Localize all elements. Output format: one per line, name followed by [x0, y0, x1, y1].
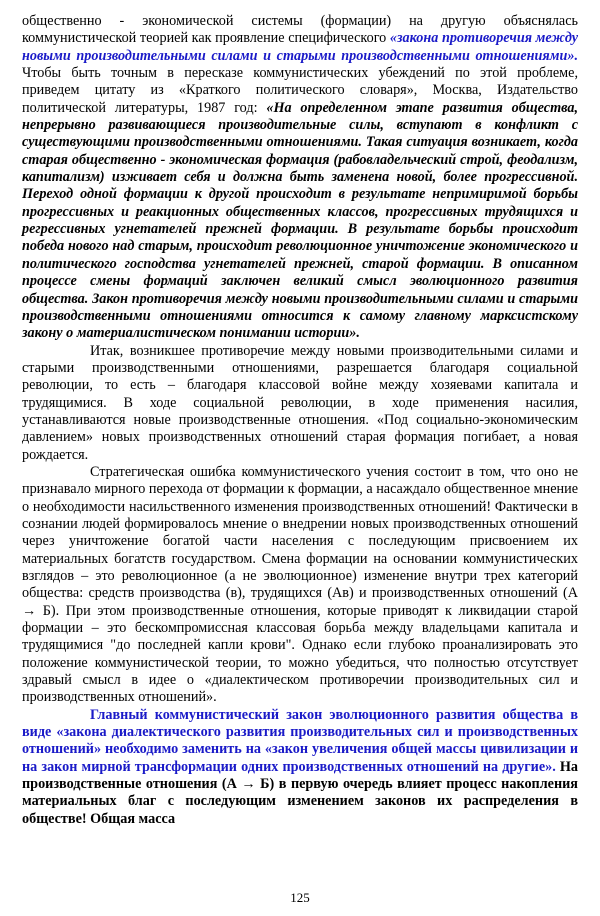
dictionary-citation: «На определенном этапе развития общества, непрерывно развивающиеся производительные силы, вступают в конфликт с существующими производственными отношениями. Такая ситуация возникает, когда старая общественно - экономическая формация (рабовладельческий строй, феодализм, капитализм) изживает себя и должна быть заменена новой, более прогрессивной. Переход одной формации к другой происходит в результате непримиримой борьбы прогрессивных и реакционных общественных классов, прогрессивных трудящихся и регрессивных угнетателей прежней формации. В результате борьбы происходит победа нового над старым, происходит революционное уничтожение экономического и политического господства угнетателей прежней, старой формации. В описанном процессе смены формаций заключен великий смысл эволюционного развития общества. Закон противоречия между новыми производительными силами и старыми производственными отношениями относится к самому главному марксистскому закону о материалистическом понимании истории». — [22, 99, 578, 342]
main-law-statement: Главный коммунистический закон эволюционного развития общества в виде «закона диалектического развития производительных сил и производственных отношений» необходимо заменить на «закон увеличения общей массы цивилизации и на закон мирной трансформации одних производственных отношений на другие». — [22, 706, 578, 775]
paragraph-1-text-cont: Чтобы быть точным в пересказе коммунистических убеждений по этой проблеме, приведем цитату из «Краткого политического словаря», Москва, Издательство политической литературы, 1987 год: — [22, 65, 578, 116]
paragraph-1 — [22, 13, 578, 343]
paragraph-1-text: общественно - экономической системы (формации) на другую объяснялась коммунистической теорией как проявление специфического — [22, 13, 578, 47]
page-number: 125 — [290, 890, 310, 905]
paragraph-2 — [22, 343, 578, 464]
paragraph-2-text: Итак, возникшее противоречие между новыми производительными силами и старыми производственными отношениями, разрешается благодаря социальной революции, то есть – благодаря классовой войне между хозяевами капитала и трудящимися. В ходе социальной революции, в ходе применения насилия, устанавливаются новые производственные отношения. «Под социально-экономическим давлением» новых производственных отношений старая формация погибает, а новая рождается. — [22, 342, 578, 463]
paragraph-4 — [22, 707, 578, 828]
paragraph-3 — [22, 464, 578, 707]
paragraph-4-text: На производственные отношения (А → Б) в первую очередь влияет процесс накопления материальных благ с последующим изменением законов их распределения в обществе! Общая масса — [22, 758, 578, 827]
paragraph-3-text: Стратегическая ошибка коммунистического учения состоит в том, что оно не признавало мирного перехода от формации к формации, а насаждало общественное мнение о необходимости насильственного изменения производственных отношений! Фактически в сознании людей формировалось мнение о внедрении новых производственных отношений через уничтожение богатой части населения с последующим присвоением их материальных богатств государством. Смена формации на основании коммунистических взглядов – это революционное (а не эволюционное) изменение внутри трех категорий общества: средств производства (в), трудящихся (Ав) и производственных отношений (А → Б). При этом производственные отношения, которые приводят к ликвидации старой формации – это бескомпромиссная классовая борьба между владельцами капитала и трудящимися "до последней капли крови". Однако если глубоко проанализировать это положение коммунистической теории, то можно убедиться, что полностью отсутствует здравый смысл в идее о «диалектическом противоречии производительных сил и производственных отношений». — [22, 463, 578, 706]
communist-law-quote: «закона противоречия между новыми производительными силами и старыми производственными отношениями». — [22, 30, 578, 64]
